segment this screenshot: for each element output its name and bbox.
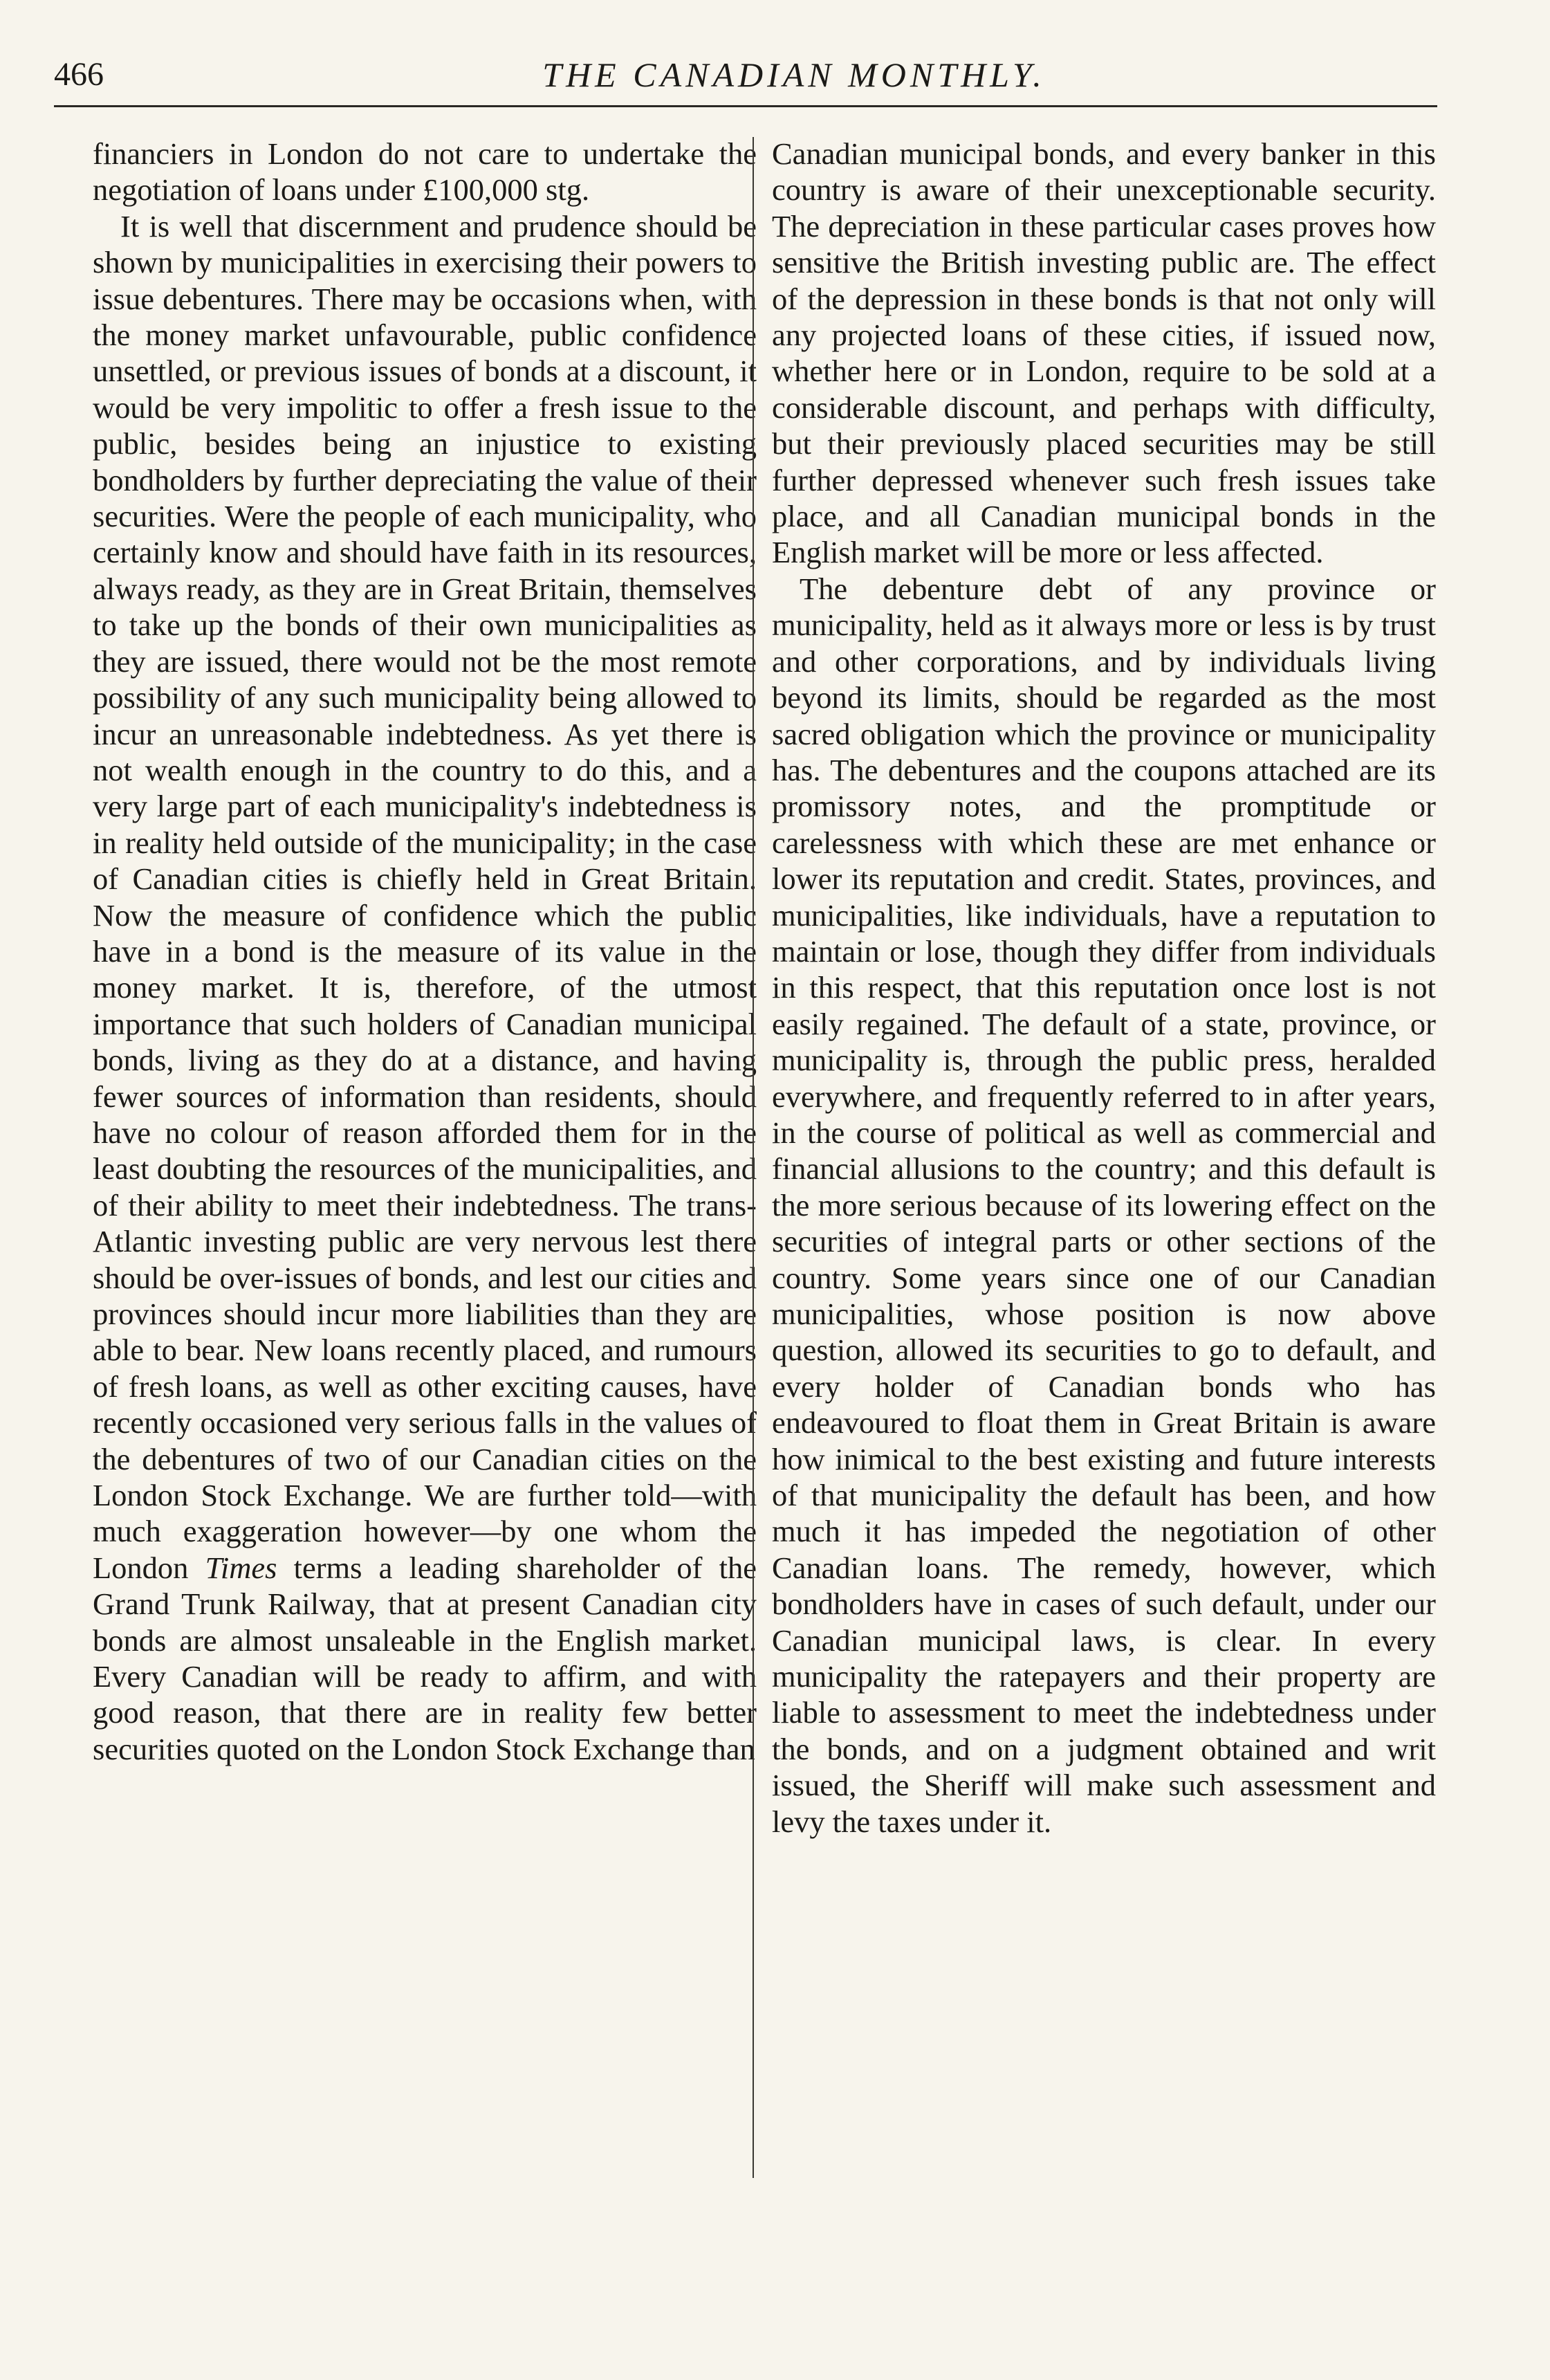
left-paragraph-2-end: terms a leading shareholder of the Grand Trunk Railway, that at present Canadian city bonds are almost unsaleable in the English market. Every Canadian will be ready to affirm, and with good reason, that there are in reality few better securities quoted on the London Stock Exchange than	[93, 1550, 757, 1766]
header-rule	[54, 105, 1437, 107]
left-paragraph-2-text: It is well that discernment and prudence should be shown by municipalities in exercising their powers to issue debentures. There may be occasions when, with the money market unfavourable, public confidence unsettled, or previous issues of bonds at a discount, it would be very impolitic to offer a fresh issue to the public, besides being an injustice to existing bondholders by further depreciating the value of their securities. Were the people of each municipality, who certainly know and should have faith in its resources, always ready, as they are in Great Britain, themselves to take up the bonds of their own municipalities as they are issued, there would not be the most remote possibility of any such municipality being allowed to incur an unreasonable indebtedness. As yet there is not wealth enough in the country to do this, and a very large part of each municipality's indebtedness is in reality held outside of the municipality; in the case of Canadian cities is chiefly held in Great Britain. Now the measure of confidence which the public have in a bond is the measure of its value in the money market. It is, therefore, of the utmost importance that such holders of Canadian municipal bonds, living as they do at a distance, and having fewer sources of information than residents, should have no colour of reason afforded them for in the least doubting the resources of the municipalities, and of their ability to meet their indebtedness. The trans-Atlantic investing public are very nervous lest there should be over-issues of bonds, and lest our cities and provinces should incur more liabilities than they are able to bear. New loans recently placed, and rumours of fresh loans, as well as other exciting causes, have recently occasioned very serious falls in the values of the debentures of two of our Canadian cities on the London Stock Exchange. We are further told—with much exaggeration however—by one whom the London	[93, 208, 757, 1585]
left-column	[93, 136, 757, 1767]
page-header	[54, 54, 1437, 109]
right-paragraph-1: Canadian municipal bonds, and every banker in this country is aware of their unexceptionable security. The depreciation in these particular cases proves how sensitive the British investing public are. The effect of the depression in these bonds is that not only will any projected loans of these cities, if issued now, whether here or in London, require to be sold at a considerable discount, and perhaps with difficulty, but their previously placed securities may be still further depressed whenever such fresh issues take place, and all Canadian municipal bonds in the English market will be more or less affected.	[772, 136, 1436, 570]
column-divider	[753, 137, 754, 2178]
right-paragraph-2: The debenture debt of any province or municipality, held as it always more or less is by trust and other corporations, and by individuals living beyond its limits, should be regarded as the most sacred obligation which the province or municipality has. The debentures and the coupons attached are its promissory notes, and the promptitude or carelessness with which these are met enhance or lower its reputation and credit. States, provinces, and municipalities, like individuals, have a reputation to maintain or lose, though they differ from individuals in this respect, that this reputation once lost is not easily regained. The default of a state, province, or municipality is, through the public press, heralded everywhere, and frequently referred to in after years, in the course of political as well as commercial and financial allusions to the country; and this default is the more serious because of its lowering effect on the securities of integral parts or other sections of the country. Some years since one of our Canadian municipalities, whose position is now above question, allowed its securities to go to default, and every holder of Canadian bonds who has endeavoured to float them in Great Britain is aware how inimical to the best existing and future interests of that municipality the default has been, and how much it has impeded the negotiation of other Canadian loans. The remedy, however, which bondholders have in cases of such default, under our Canadian municipal laws, is clear. In every municipality the ratepayers and their property are liable to assessment to meet the indebtedness under the bonds, and on a judgment obtained and writ issued, the Sheriff will make such assessment and levy the taxes under it.	[772, 571, 1436, 1839]
times-italic: Times	[205, 1550, 277, 1585]
left-paragraph-2	[93, 208, 757, 1767]
page-number: 466	[54, 56, 104, 93]
left-paragraph-1: financiers in London do not care to undertake the negotiation of loans under £100,000 stg.	[93, 136, 757, 208]
right-column	[772, 136, 1436, 1840]
running-title: THE CANADIAN MONTHLY.	[542, 55, 1046, 94]
